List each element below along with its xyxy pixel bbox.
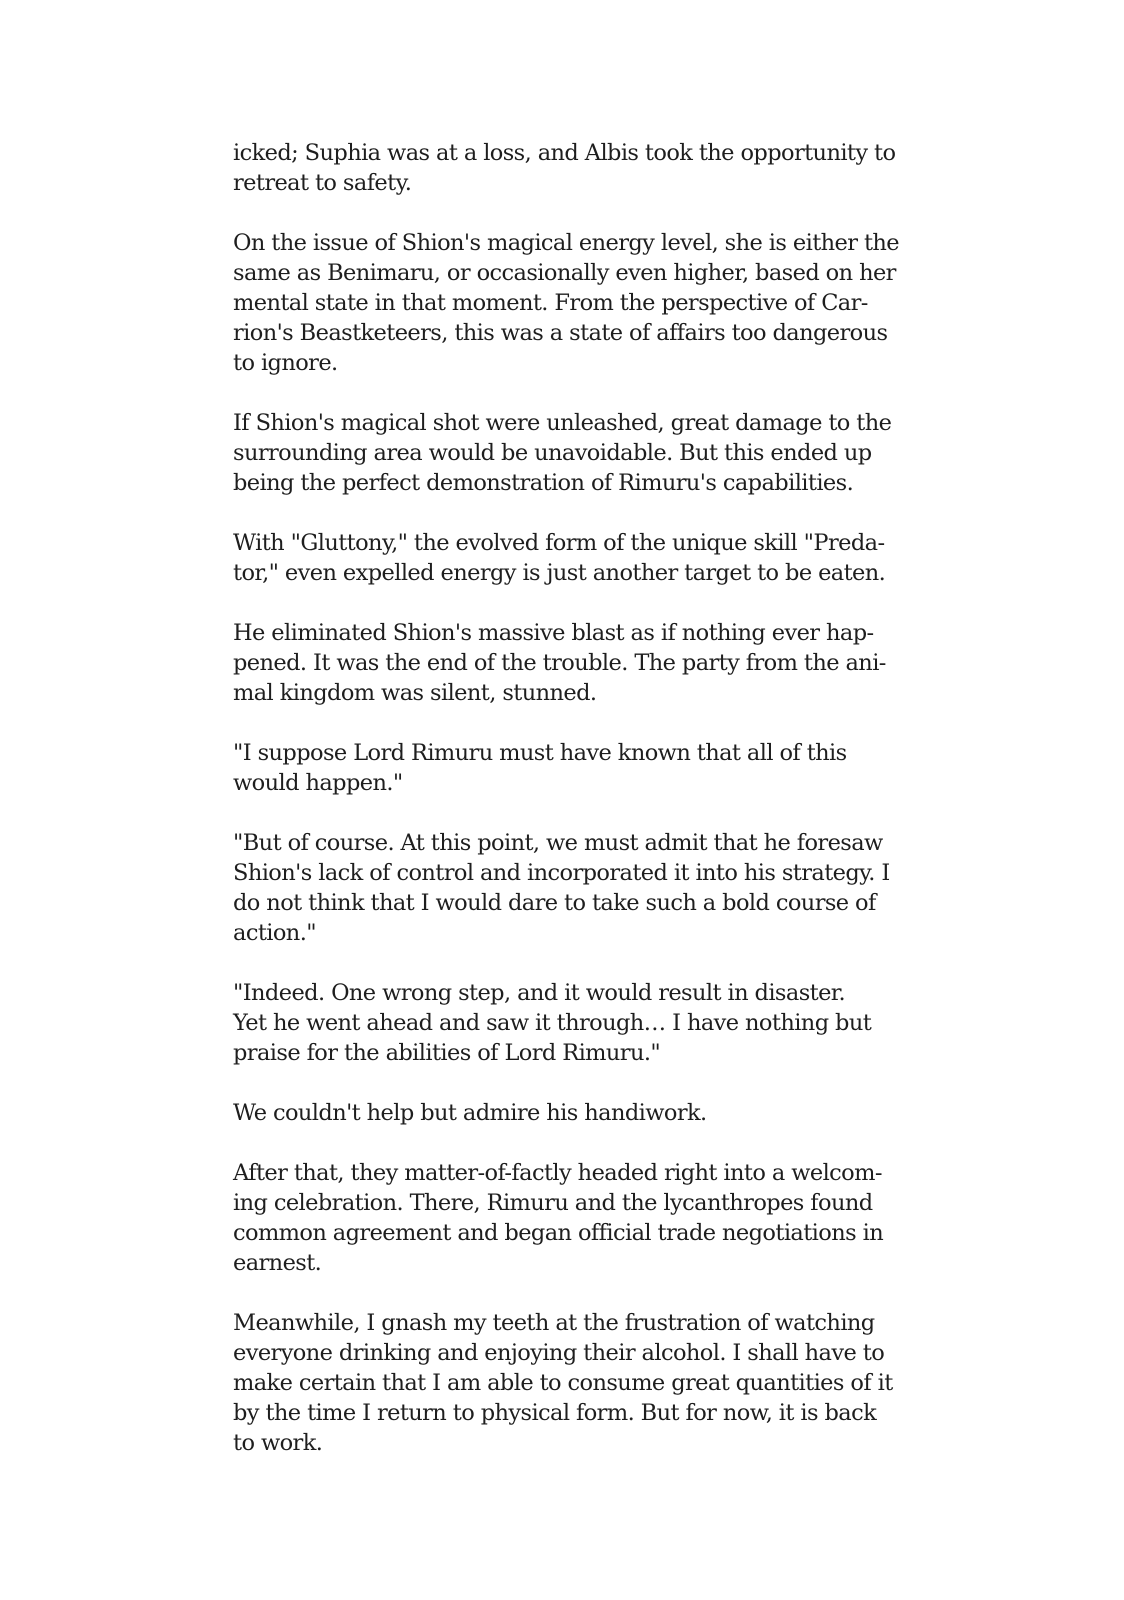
text-line: retreat to safety. (233, 170, 412, 196)
text-line: With "Gluttony," the evolved form of the unique skill "Preda- (233, 530, 885, 556)
paragraph-1 (233, 138, 895, 198)
paragraph-4 (233, 528, 895, 588)
text-line: Yet he went ahead and saw it through… I have nothing but (233, 1010, 872, 1036)
text-line: mental state in that moment. From the perspective of Car- (233, 290, 868, 316)
text-line: to work. (233, 1430, 323, 1456)
text-line: After that, they matter-of-factly headed right into a welcom- (233, 1160, 882, 1186)
text-line: common agreement and began official trade negotiations in (233, 1220, 884, 1246)
text-line: earnest. (233, 1250, 322, 1276)
paragraph-11 (233, 1308, 895, 1458)
text-line: surrounding area would be unavoidable. But this ended up (233, 440, 872, 466)
text-line: would happen." (233, 770, 403, 796)
paragraph-2 (233, 228, 899, 378)
paragraph-8 (233, 978, 895, 1068)
paragraph-5 (233, 618, 895, 708)
text-line: do not think that I would dare to take such a bold course of (233, 890, 876, 916)
text-line: make certain that I am able to consume great quantities of it (233, 1370, 893, 1396)
text-line: If Shion's magical shot were unleashed, great damage to the (233, 410, 892, 436)
paragraph-9 (233, 1098, 895, 1128)
text-line: "But of course. At this point, we must admit that he foresaw (233, 830, 883, 856)
text-line: "I suppose Lord Rimuru must have known that all of this (233, 740, 847, 766)
text-line: "Indeed. One wrong step, and it would result in disaster. (233, 980, 846, 1006)
text-line: On the issue of Shion's magical energy level, she is either the (233, 230, 899, 256)
text-line: being the perfect demonstration of Rimuru's capabilities. (233, 470, 854, 496)
text-line: tor," even expelled energy is just another target to be eaten. (233, 560, 886, 586)
paragraph-7 (233, 828, 895, 948)
body-text (233, 138, 899, 1488)
text-line: praise for the abilities of Lord Rimuru." (233, 1040, 661, 1066)
text-line: icked; Suphia was at a loss, and Albis took the opportunity to (233, 140, 896, 166)
text-line: Meanwhile, I gnash my teeth at the frustration of watching (233, 1310, 875, 1336)
text-line: rion's Beastketeers, this was a state of affairs too dangerous (233, 320, 888, 346)
text-line: He eliminated Shion's massive blast as if nothing ever hap- (233, 620, 874, 646)
text-line: pened. It was the end of the trouble. The party from the ani- (233, 650, 886, 676)
text-line: to ignore. (233, 350, 338, 376)
text-line: ing celebration. There, Rimuru and the lycanthropes found (233, 1190, 873, 1216)
paragraph-3 (233, 408, 895, 498)
paragraph-6 (233, 738, 895, 798)
text-line: same as Benimaru, or occasionally even higher, based on her (233, 260, 896, 286)
paragraph-10 (233, 1158, 895, 1278)
text-line: everyone drinking and enjoying their alcohol. I shall have to (233, 1340, 885, 1366)
text-line: action." (233, 920, 316, 946)
text-line: by the time I return to physical form. But for now, it is back (233, 1400, 877, 1426)
text-line: Shion's lack of control and incorporated it into his strategy. I (233, 860, 890, 886)
text-line: We couldn't help but admire his handiwork. (233, 1100, 707, 1126)
text-line: mal kingdom was silent, stunned. (233, 680, 597, 706)
